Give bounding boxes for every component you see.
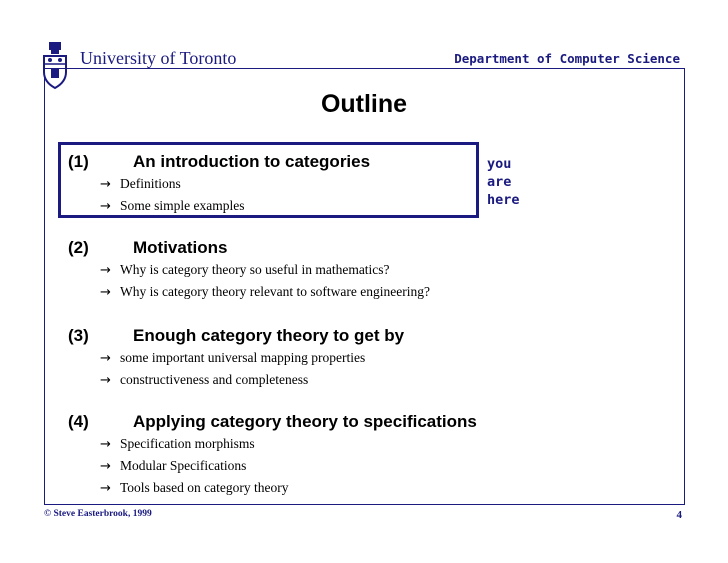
you-are-here-word: are xyxy=(487,174,512,190)
list-item: → Specification morphisms xyxy=(100,436,255,452)
list-item: → Tools based on category theory xyxy=(100,480,289,496)
right-arrow-icon: → xyxy=(100,481,111,496)
section-heading: Applying category theory to specifications xyxy=(133,412,477,431)
right-arrow-icon: → xyxy=(100,285,111,300)
list-item: → Modular Specifications xyxy=(100,458,247,474)
list-item: → Some simple examples xyxy=(100,198,245,214)
you-are-here-note xyxy=(487,155,520,209)
section-number: (4) xyxy=(68,412,89,431)
right-arrow-icon: → xyxy=(100,199,111,214)
department-name: Department of Computer Science xyxy=(454,51,680,66)
section-heading: Motivations xyxy=(133,238,228,257)
copyright-notice: © Steve Easterbrook, 1999 xyxy=(44,509,152,519)
right-arrow-icon: → xyxy=(100,177,111,192)
list-item: → constructiveness and completeness xyxy=(100,372,309,388)
section-number: (2) xyxy=(68,238,89,257)
frame-bottom-rule xyxy=(44,504,685,505)
university-name: University of Toronto xyxy=(80,48,237,68)
list-item: → Why is category theory relevant to software engineering? xyxy=(100,284,430,300)
right-arrow-icon: → xyxy=(100,263,111,278)
section-heading: Enough category theory to get by xyxy=(133,326,405,345)
section-heading: An introduction to categories xyxy=(133,152,371,171)
you-are-here-word: here xyxy=(487,192,520,208)
right-arrow-icon: → xyxy=(100,373,111,388)
list-item: → Why is category theory so useful in mathematics? xyxy=(100,262,390,278)
you-are-here-word: you xyxy=(487,156,512,172)
list-item: → some important universal mapping properties xyxy=(100,350,366,366)
page-number: 4 xyxy=(676,509,682,521)
section-number: (1) xyxy=(68,152,89,171)
slide-title: Outline xyxy=(320,90,408,118)
list-item: → Definitions xyxy=(100,176,181,192)
right-arrow-icon: → xyxy=(100,437,111,452)
right-arrow-icon: → xyxy=(100,351,111,366)
right-arrow-icon: → xyxy=(100,459,111,474)
section-number: (3) xyxy=(68,326,89,345)
